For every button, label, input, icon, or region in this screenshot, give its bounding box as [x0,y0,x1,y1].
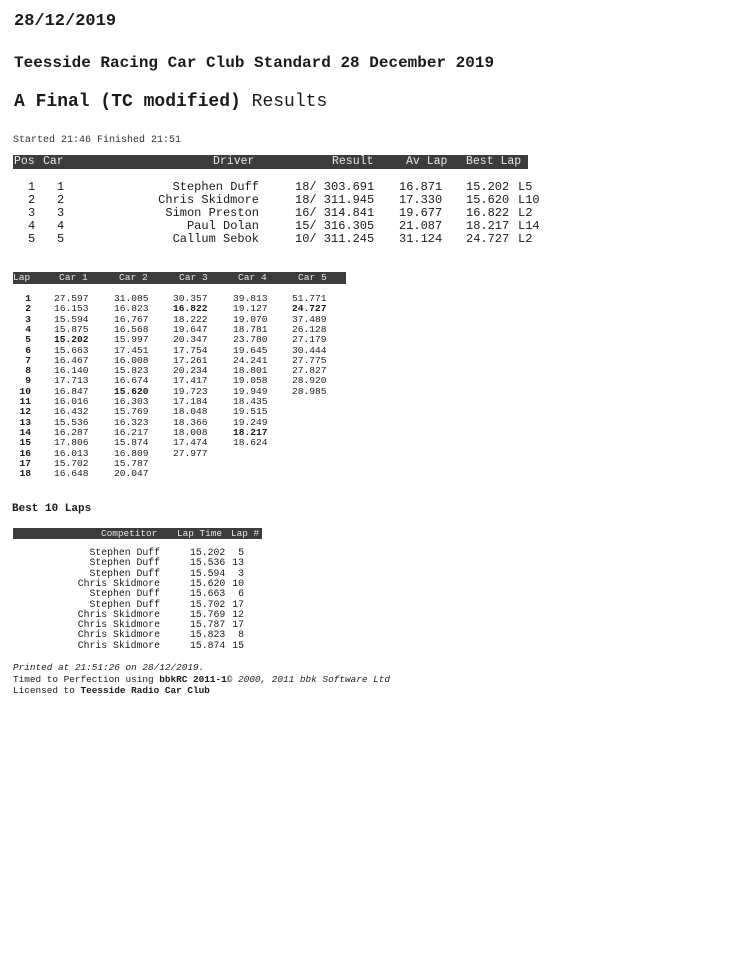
lap-time-car-2: 15.620 [114,385,149,397]
result-pos: 2 [28,193,36,207]
best-laps-header-bar [13,528,262,539]
lap-row [0,387,742,397]
lap-time-car-1: 27.597 [54,293,89,304]
lap-time-car-2: 20.047 [114,468,149,480]
col-best-lap: Best Lap [466,155,522,168]
col-pos: Pos [14,155,35,168]
lap-time-car-4: 19.070 [233,313,268,325]
result-av-lap: 16.871 [399,180,443,194]
lap-time-car-2: 16.823 [114,303,149,315]
lap-number: 11 [19,396,31,407]
best-lap-time: 15.663 [190,588,226,600]
result-row [0,233,742,246]
result-pos: 5 [28,232,36,246]
lap-time-car-2: 16.568 [114,323,149,335]
result-car: 1 [57,180,65,194]
result-best-lap-number: L10 [518,193,540,207]
result-pos: 4 [28,219,36,233]
lap-time-car-1: 17.806 [54,437,89,449]
best-competitor: Stephen Duff [89,598,160,610]
lap-row [0,335,742,345]
lap-time-car-1: 15.202 [54,334,89,346]
lap-row [0,376,742,386]
best-lap-time: 15.702 [190,598,226,610]
lap-row [0,469,742,479]
lap-time-car-3: 18.366 [173,416,208,428]
col-driver: Driver [213,155,255,168]
result-driver: Paul Dolan [186,219,259,233]
lap-row [0,325,742,335]
lap-time-car-2: 15.823 [114,365,149,377]
col-car-3: Car 3 [179,272,208,283]
result-laps-time: 18/ 303.691 [295,180,375,194]
result-av-lap: 19.677 [399,206,443,220]
lap-time-car-1: 16.153 [54,303,89,315]
lap-number: 8 [25,365,31,377]
best-lap-number: 8 [238,629,244,641]
lap-time-car-3: 17.754 [173,344,208,356]
lap-time-car-5: 27.775 [292,354,327,366]
lap-time-car-2: 15.769 [114,406,149,418]
lap-number: 9 [25,375,31,387]
col-competitor: Competitor [101,528,158,539]
lap-time-car-1: 15.663 [54,344,89,356]
lap-time-car-4: 39.813 [233,293,268,304]
best-lap-time: 15.769 [190,608,226,620]
result-laps-time: 16/ 314.841 [295,206,375,220]
best-lap-number: 15 [232,639,244,651]
lap-time-car-4: 18.624 [233,437,268,449]
lap-time-car-4: 19.645 [233,344,268,356]
lap-row [0,346,742,356]
lap-time-car-3: 20.234 [173,365,208,377]
lap-number: 14 [19,426,31,438]
lap-time-car-3: 17.184 [173,396,208,407]
lap-time-car-1: 15.875 [54,323,89,335]
result-best-lap: 18.217 [466,219,510,233]
col-car: Car [43,155,64,168]
best-laps-title: Best 10 Laps [12,503,92,515]
timed-line [13,674,390,685]
lap-time-car-5: 27.827 [292,365,327,377]
best-lap-time: 15.787 [190,619,226,631]
result-car: 5 [57,232,65,246]
lap-time-car-2: 15.787 [114,457,149,469]
lap-time-car-4: 18.217 [233,426,268,438]
lap-time-car-3: 19.647 [173,323,208,335]
lap-time-car-1: 16.013 [54,447,89,459]
lap-row [0,438,742,448]
result-av-lap: 21.087 [399,219,443,233]
final-name: A Final (TC modified) [14,92,241,112]
printed-line: Printed at 21:51:26 on 28/12/2019. [13,662,205,673]
best-competitor: Stephen Duff [89,547,160,558]
col-car-1: Car 1 [59,272,88,283]
lap-time-car-1: 15.536 [54,416,89,428]
timed-prefix: Timed to Perfection using [13,674,160,685]
lap-time-car-3: 17.417 [173,375,208,387]
result-best-lap: 24.727 [466,232,510,246]
lap-row [0,397,742,407]
lap-time-car-2: 16.217 [114,426,149,438]
result-best-lap: 15.202 [466,180,510,194]
lap-number: 7 [25,354,31,366]
lap-time-car-5: 26.128 [292,323,327,335]
lap-time-car-1: 15.594 [54,313,89,325]
lap-time-car-4: 19.058 [233,375,268,387]
lap-row [0,315,742,325]
lap-number: 1 [25,293,31,304]
best-competitor: Stephen Duff [89,557,160,569]
lap-row [0,449,742,459]
best-lap-number: 12 [232,608,244,620]
lap-row [0,356,742,366]
lap-number: 3 [25,313,31,325]
lap-row [0,304,742,314]
lap-time-car-3: 20.347 [173,334,208,346]
start-finish-times: Started 21:46 Finished 21:51 [13,135,182,146]
lap-time-car-2: 17.451 [114,344,149,356]
lap-row [0,418,742,428]
best-lap-row [0,641,742,651]
best-lap-number: 5 [238,547,244,558]
best-lap-number: 17 [232,619,244,631]
best-lap-time: 15.202 [190,547,226,558]
result-laps-time: 10/ 311.245 [295,232,375,246]
best-lap-time: 15.620 [190,577,226,589]
col-lap: Lap [13,272,31,283]
lap-time-car-4: 18.801 [233,365,268,377]
timed-copyright: © 2000, 2011 bbk Software Ltd [226,674,390,685]
lap-row [0,366,742,376]
lap-number: 4 [25,323,31,335]
result-av-lap: 17.330 [399,193,443,207]
lap-time-car-3: 19.723 [173,385,208,397]
lap-time-car-4: 19.249 [233,416,268,428]
lap-number: 2 [25,303,31,315]
timed-product: bbkRC 2011-1 [159,674,227,685]
lap-time-car-4: 23.780 [233,334,268,346]
lap-number: 10 [19,385,31,397]
result-best-lap: 15.620 [466,193,510,207]
lap-time-car-2: 16.767 [114,313,149,325]
lap-time-car-3: 30.357 [173,293,208,304]
lap-time-car-1: 16.140 [54,365,89,377]
lap-time-car-3: 18.048 [173,406,208,418]
lap-time-car-3: 17.261 [173,354,208,366]
results-header-bar [13,155,528,169]
result-av-lap: 31.124 [399,232,443,246]
result-driver: Callum Sebok [172,232,259,246]
result-best-lap-number: L2 [518,232,533,246]
lap-time-car-4: 19.127 [233,303,268,315]
lap-time-car-5: 37.489 [292,313,327,325]
lap-time-car-5: 28.985 [292,385,327,397]
lap-time-car-1: 16.847 [54,385,89,397]
lap-time-car-2: 16.008 [114,354,149,366]
result-driver: Chris Skidmore [158,193,259,207]
best-lap-time: 15.594 [190,567,226,579]
lap-time-car-3: 27.977 [173,447,208,459]
licensed-line [13,685,210,696]
lap-time-car-5: 28.920 [292,375,327,387]
lap-number: 6 [25,344,31,356]
lap-time-car-3: 17.474 [173,437,208,449]
best-competitor: Chris Skidmore [77,639,160,651]
result-laps-time: 18/ 311.945 [295,193,375,207]
col-car-5: Car 5 [298,272,327,283]
lap-header-bar [13,272,346,284]
result-best-lap: 16.822 [466,206,510,220]
lap-row [0,459,742,469]
lap-time-car-2: 16.303 [114,396,149,407]
lap-number: 17 [19,457,31,469]
best-lap-number: 3 [238,567,244,579]
lap-time-car-2: 16.674 [114,375,149,387]
lap-time-car-1: 15.702 [54,457,89,469]
best-lap-row [0,589,742,599]
lap-time-car-1: 16.432 [54,406,89,418]
result-best-lap-number: L5 [518,180,533,194]
result-best-lap-number: L2 [518,206,533,220]
result-pos: 3 [28,206,36,220]
lap-time-car-1: 16.016 [54,396,89,407]
lap-time-car-2: 15.997 [114,334,149,346]
lap-time-car-1: 17.713 [54,375,89,387]
best-lap-number: 13 [232,557,244,569]
lap-time-car-3: 18.222 [173,313,208,325]
lap-number: 12 [19,406,31,418]
best-competitor: Stephen Duff [89,567,160,579]
lap-time-car-2: 16.809 [114,447,149,459]
lap-time-car-4: 18.781 [233,323,268,335]
lap-number: 13 [19,416,31,428]
lap-time-car-4: 18.435 [233,396,268,407]
lap-number: 16 [19,447,31,459]
col-av-lap: Av Lap [406,155,448,168]
lap-time-car-2: 31.085 [114,293,149,304]
best-lap-number: 6 [238,588,244,600]
final-heading [14,92,327,112]
lap-time-car-3: 16.822 [173,303,208,315]
lap-time-car-5: 51.771 [292,293,327,304]
result-car: 2 [57,193,65,207]
best-competitor: Chris Skidmore [77,629,160,641]
result-car: 4 [57,219,65,233]
col-lap-time: Lap Time [177,528,223,539]
event-title: Teesside Racing Car Club Standard 28 December 2019 [14,54,495,72]
best-competitor: Chris Skidmore [77,608,160,620]
lap-time-car-5: 30.444 [292,344,327,356]
result-laps-time: 15/ 316.305 [295,219,375,233]
lap-time-car-2: 16.323 [114,416,149,428]
lap-number: 18 [19,468,31,480]
best-competitor: Chris Skidmore [77,619,160,631]
lap-time-car-3: 18.008 [173,426,208,438]
lap-time-car-1: 16.648 [54,468,89,480]
lap-time-car-4: 19.949 [233,385,268,397]
lap-row [0,407,742,417]
best-lap-time: 15.823 [190,629,226,641]
lap-time-car-2: 15.874 [114,437,149,449]
col-result: Result [332,155,374,168]
col-lap-number: Lap # [231,528,260,539]
col-car-4: Car 4 [238,272,267,283]
lap-row [0,428,742,438]
result-best-lap-number: L14 [518,219,540,233]
best-competitor: Stephen Duff [89,588,160,600]
best-competitor: Chris Skidmore [77,577,160,589]
lap-number: 5 [25,334,31,346]
result-pos: 1 [28,180,36,194]
lap-time-car-5: 27.179 [292,334,327,346]
col-car-2: Car 2 [119,272,148,283]
lap-time-car-4: 19.515 [233,406,268,418]
lap-time-car-1: 16.467 [54,354,89,366]
result-driver: Stephen Duff [172,180,259,194]
report-date: 28/12/2019 [14,12,117,31]
lap-time-car-1: 16.287 [54,426,89,438]
licensed-prefix: Licensed to [13,685,81,696]
lap-row [0,294,742,304]
results-word: Results [251,92,328,112]
lap-time-car-4: 24.241 [233,354,268,366]
best-lap-number: 10 [232,577,244,589]
result-driver: Simon Preston [165,206,259,220]
best-lap-number: 17 [232,598,244,610]
result-car: 3 [57,206,65,220]
lap-number: 15 [19,437,31,449]
lap-time-car-5: 24.727 [292,303,327,315]
best-lap-time: 15.536 [190,557,226,569]
best-lap-time: 15.874 [190,639,226,651]
licensed-club: Teesside Radio Car Club [80,685,210,696]
